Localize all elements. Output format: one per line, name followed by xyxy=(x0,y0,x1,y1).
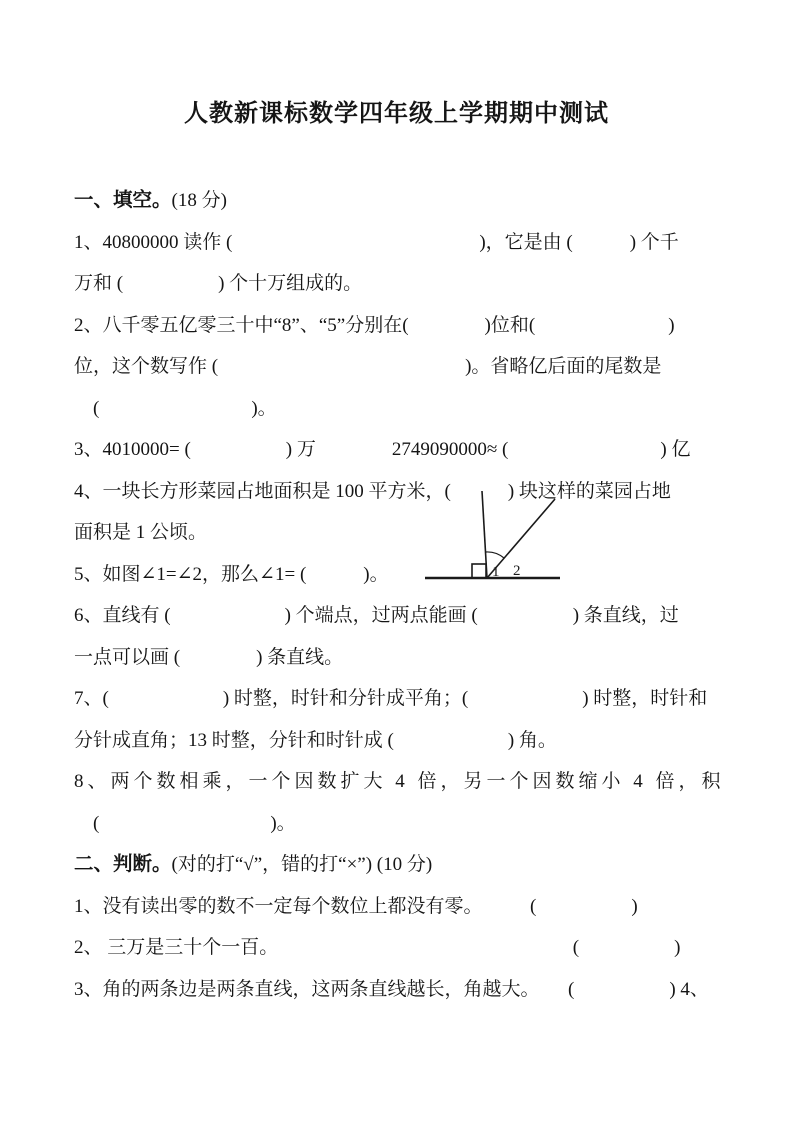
line-text: 面积是 1 公顷。 xyxy=(74,522,208,543)
line-text: 3、角的两条边是两条直线，这两条直线越长，角越大。 ( ) 4、 xyxy=(74,978,709,1000)
line-bold-label: 一、填空。 xyxy=(74,189,172,211)
text-line xyxy=(74,346,724,388)
text-line xyxy=(74,969,724,1011)
text-line xyxy=(74,388,724,430)
line-text: 位，这个数写作 ( )。省略亿后面的尾数是 xyxy=(74,356,662,377)
line-text: 1、40800000 读作 ( )，它是由 ( ) 个千 xyxy=(74,231,679,253)
text-line xyxy=(74,886,724,928)
line-text: (对的打“√”，错的打“×”) (10 分) xyxy=(171,854,433,875)
line-text: 2、八千零五亿零三十中“8”、“5”分别在( )位和( ) xyxy=(74,314,675,336)
angle2-label: 2 xyxy=(513,563,521,579)
text-line xyxy=(74,512,724,554)
line-text: 分针成直角；13 时整，分针和时针成 ( ) 角。 xyxy=(74,729,557,751)
angle-figure xyxy=(422,487,562,587)
line-text: (18 分) xyxy=(171,190,227,211)
text-line xyxy=(74,263,724,305)
line-text: 3、4010000= ( ) 万 2749090000≈ ( ) 亿 xyxy=(74,439,691,460)
document-body xyxy=(74,180,724,1010)
line-text: 万和 ( ) 个十万组成的。 xyxy=(74,273,363,294)
text-line xyxy=(74,927,724,969)
angle-arc xyxy=(486,552,505,558)
text-line xyxy=(74,429,724,471)
text-line xyxy=(74,720,724,762)
text-line xyxy=(74,305,724,347)
text-line xyxy=(74,761,724,803)
line-text: 7、( ) 时整，时针和分针成平角；( ) 时整，时针和 xyxy=(74,688,708,709)
line-text: 5、如图∠1=∠2，那么∠1= ( )。 xyxy=(74,563,389,585)
text-line xyxy=(74,554,724,596)
line-text: 8、两个数相乘，一个因数扩大 4 倍，另一个因数缩小 4 倍，积 xyxy=(74,771,725,792)
text-line xyxy=(74,637,724,679)
angle1-label: 1 xyxy=(492,564,500,580)
line-text: 4、一块长方形菜园占地面积是 100 平方米，( ) 块这样的菜园占地 xyxy=(74,480,671,502)
right-angle-marker xyxy=(472,564,486,578)
line-text: 6、直线有 ( ) 个端点，过两点能画 ( ) 条直线，过 xyxy=(74,605,679,626)
text-line xyxy=(74,595,724,637)
line-text: 2、 三万是三十个一百。 ( ) xyxy=(74,937,681,958)
text-line xyxy=(74,222,724,264)
page-title: 人教新课标数学四年级上学期期中测试 xyxy=(184,100,609,127)
text-line xyxy=(74,678,724,720)
text-line xyxy=(74,180,724,222)
text-line xyxy=(74,803,724,845)
line-text: ( )。 xyxy=(74,397,277,419)
line-text: 1、没有读出零的数不一定每个数位上都没有零。 ( ) xyxy=(74,895,638,917)
text-line xyxy=(74,471,724,513)
text-line xyxy=(74,844,724,886)
line-text: ( )。 xyxy=(74,812,296,834)
line-bold-label: 二、判断。 xyxy=(74,853,172,875)
line-text: 一点可以画 ( ) 条直线。 xyxy=(74,646,344,668)
